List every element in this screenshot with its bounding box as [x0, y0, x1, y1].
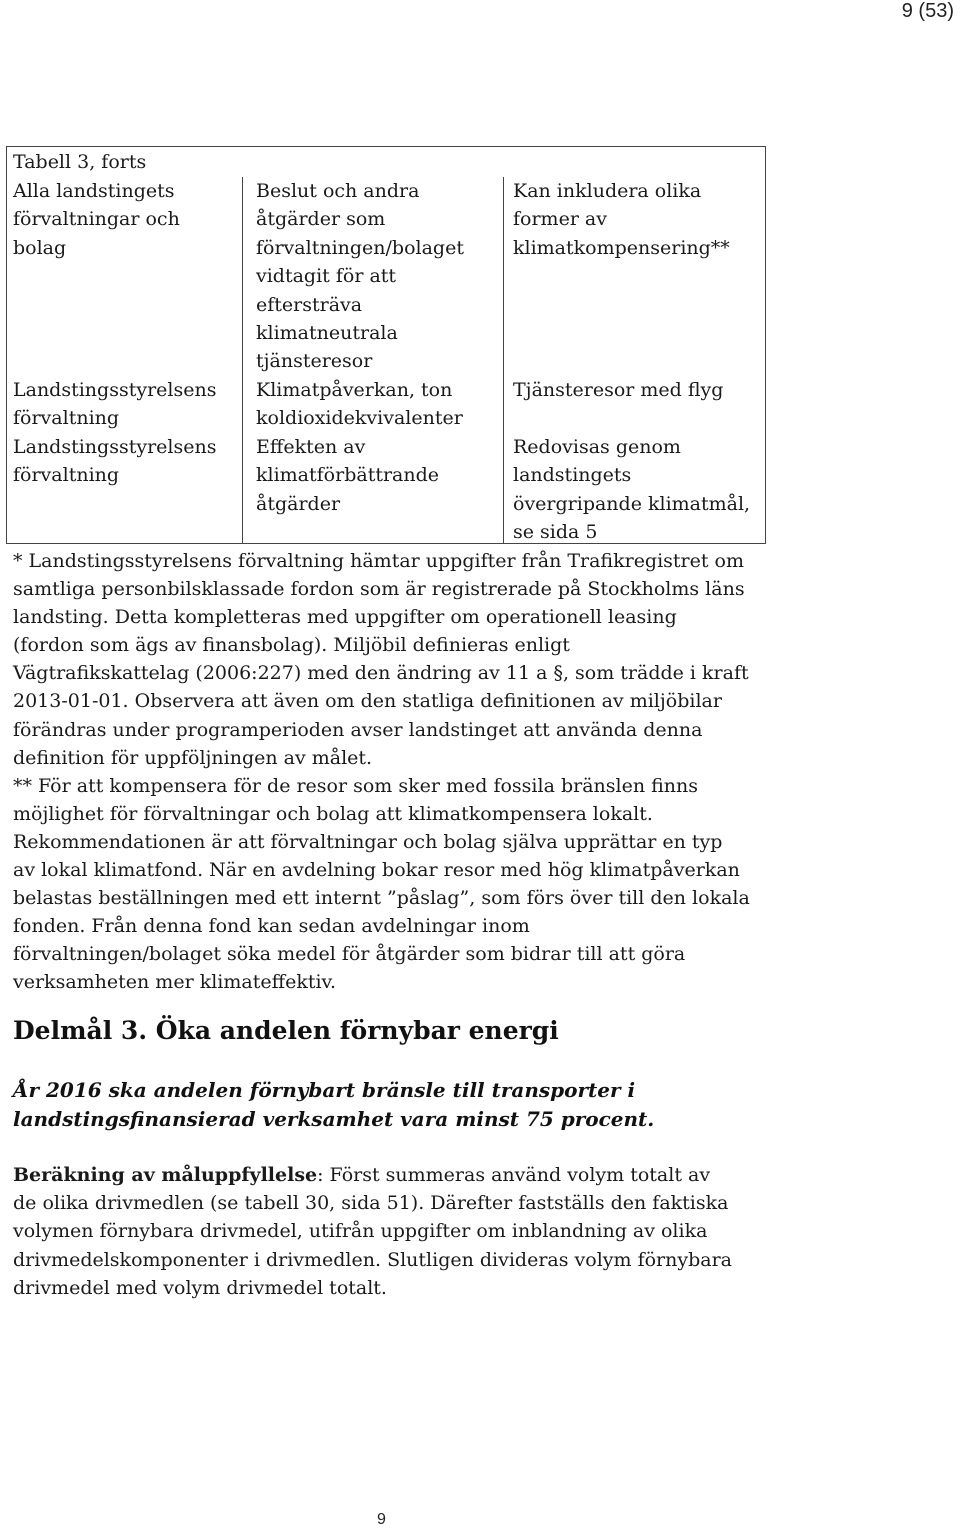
row2-col3: Redovisas genom landstingets övergripande klimatmål, se sida 5 — [513, 436, 751, 544]
table-column-divider — [242, 177, 243, 543]
footnotes: * Landstingsstyrelsens förvaltning hämtar uppgifter från Trafikregistret om samtliga personbilsklassade fordon som är registrerade på Stockholms läns landsting. Detta kompletteras med uppgifter om operationell leasing (fordon som ägs av finansbolag). Miljöbil definieras enligt Vägtrafikskattelag (2006:227) med den ändring av 11 a §, som trädde i kraft 2013-01-01. Observera att även om den statliga definitionen av miljöbilar förändras under programperioden avser landstinget att använda denna definition för uppföljningen av målet. ** För att kompensera för de resor som sker med fossila bränslen finns möjlighet för förvaltningar och bolag att klimatkompensera lokalt. Rekommendationen är att förvaltningar och bolag själva upprättar en typ av lokal klimatfond. När en avdelning bokar resor med hög klimatpåverkan belastas beställningen med ett internt ”påslag”, som förs över till den lokala fonden. Från denna fond kan sedan avdelningar inom förvaltningen/bolaget söka medel för åtgärder som bidrar till att göra verksamheten mer klimateffektiv. — [13, 550, 750, 994]
header-col3: Kan inkludera olika former av klimatkompensering** — [513, 180, 730, 259]
row2-col2: Effekten av klimatförbättrande åtgärder — [256, 436, 440, 515]
row1-col2: Klimatpåverkan, ton koldioxidekvivalenter — [256, 379, 463, 430]
row1-col1: Landstingsstyrelsens förvaltning — [13, 379, 217, 430]
row1-col3: Tjänsteresor med flyg — [513, 379, 724, 401]
table-caption: Tabell 3, forts — [13, 151, 147, 173]
header-col1: Alla landstingets förvaltningar och bolag — [13, 180, 180, 259]
header-col2: Beslut och andra åtgärder som förvaltningen/bolaget vidtagit för att eftersträva klimatneutrala tjänsteresor — [256, 180, 464, 373]
data-table — [6, 146, 766, 544]
row2-col1: Landstingsstyrelsens förvaltning — [13, 436, 217, 487]
calc-label: Beräkning av måluppfyllelse — [13, 1164, 318, 1186]
page-number-footer: 9 — [377, 1511, 386, 1528]
table-column-divider — [503, 177, 504, 543]
calculation-paragraph: Beräkning av måluppfyllelse: Först summeras använd volym totalt av de olika drivmedlen (se tabell 30, sida 51). Därefter fastställs den faktiska volymen förnybara drivmedel, utifrån uppgifter om inblandning av olika drivmedelskomponenter i drivmedlen. Slutligen divideras volym förnybara drivmedel med volym drivmedel totalt. — [13, 1164, 732, 1299]
section-heading: Delmål 3. Öka andelen förnybar energi — [13, 1016, 559, 1045]
goal-statement: År 2016 ska andelen förnybart bränsle till transporter i landstingsfinansierad verksamhet vara minst 75 procent. — [13, 1078, 655, 1131]
page-number-header: 9 (53) — [901, 0, 954, 22]
